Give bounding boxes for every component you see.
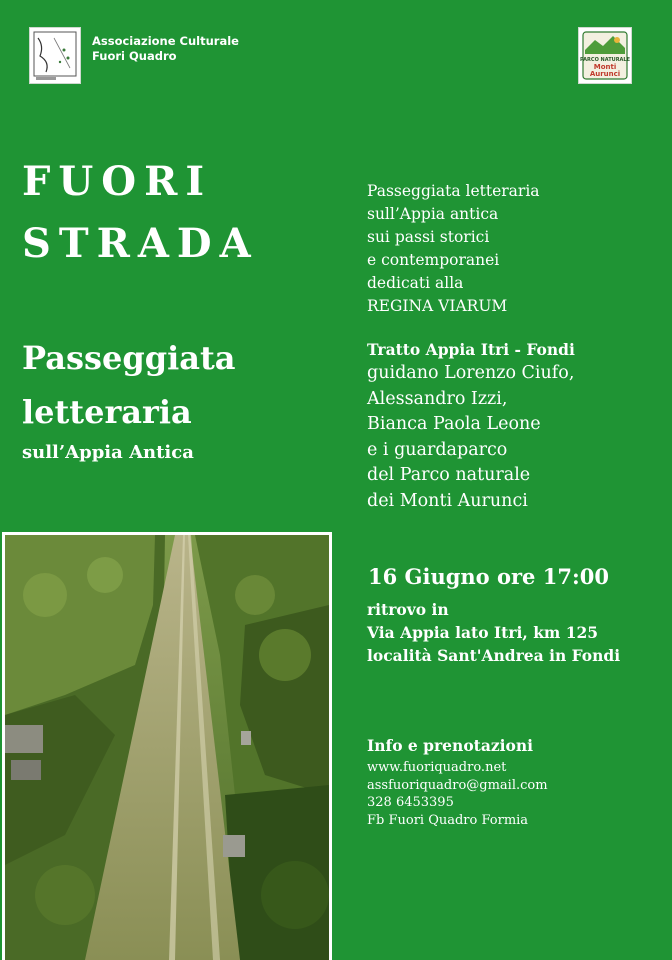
intro-line: sull’Appia antica <box>367 205 499 223</box>
intro-line: e contemporanei <box>367 251 500 269</box>
org-line-1: Associazione Culturale <box>92 34 239 48</box>
guides-line: dei Monti Aurunci <box>367 490 528 511</box>
meeting-point <box>367 598 620 667</box>
email-link[interactable]: assfuoriquadro@gmail.com <box>367 777 548 793</box>
main-title-line-2: STRADA <box>22 220 259 267</box>
guides-line: e i guardaparco <box>367 439 508 460</box>
guides-line: Alessandro Izzi, <box>367 388 508 409</box>
meeting-line: Via Appia lato Itri, km 125 <box>367 623 599 642</box>
main-title-line-1: FUORI <box>22 158 213 205</box>
info-heading: Info e prenotazioni <box>367 736 534 755</box>
org-line-2: Fuori Quadro <box>92 49 177 63</box>
meeting-line: località Sant'Andrea in Fondi <box>367 646 621 665</box>
intro-line: dedicati alla <box>367 274 464 292</box>
subtitle-line-3: sull’Appia Antica <box>22 442 194 463</box>
website-link[interactable]: www.fuoriquadro.net <box>367 760 507 775</box>
subtitle-line-2: letteraria <box>22 393 192 431</box>
info-contacts <box>367 759 548 829</box>
tratto-heading: Tratto Appia Itri - Fondi <box>367 340 575 359</box>
meeting-line: ritrovo in <box>367 600 449 619</box>
facebook-page: Fb Fuori Quadro Formia <box>367 812 529 828</box>
parco-monti-aurunci-logo-icon <box>578 27 632 84</box>
intro-line: Passeggiata letteraria <box>367 182 540 200</box>
svg-text:Monti: Monti <box>593 63 617 71</box>
fuori-quadro-logo-icon <box>29 27 81 84</box>
appia-road-photo <box>2 532 332 960</box>
guides-line: guidano Lorenzo Ciufo, <box>367 363 575 383</box>
road-landscape-image <box>5 535 329 960</box>
guides-line: del Parco naturale <box>367 465 531 485</box>
intro-text <box>367 180 540 318</box>
subtitle-line-1: Passeggiata <box>22 339 236 377</box>
organization-name <box>92 34 239 64</box>
guides-text <box>367 361 574 514</box>
phone-number: 328 6453395 <box>367 795 454 810</box>
guides-line: Bianca Paola Leone <box>367 414 541 434</box>
svg-text:Aurunci: Aurunci <box>589 70 621 78</box>
intro-line: REGINA VIARUM <box>367 297 508 315</box>
svg-text:PARCO NATURALE: PARCO NATURALE <box>579 57 631 63</box>
event-date: 16 Giugno ore 17:00 <box>368 564 609 589</box>
intro-line: sui passi storici <box>367 228 490 246</box>
